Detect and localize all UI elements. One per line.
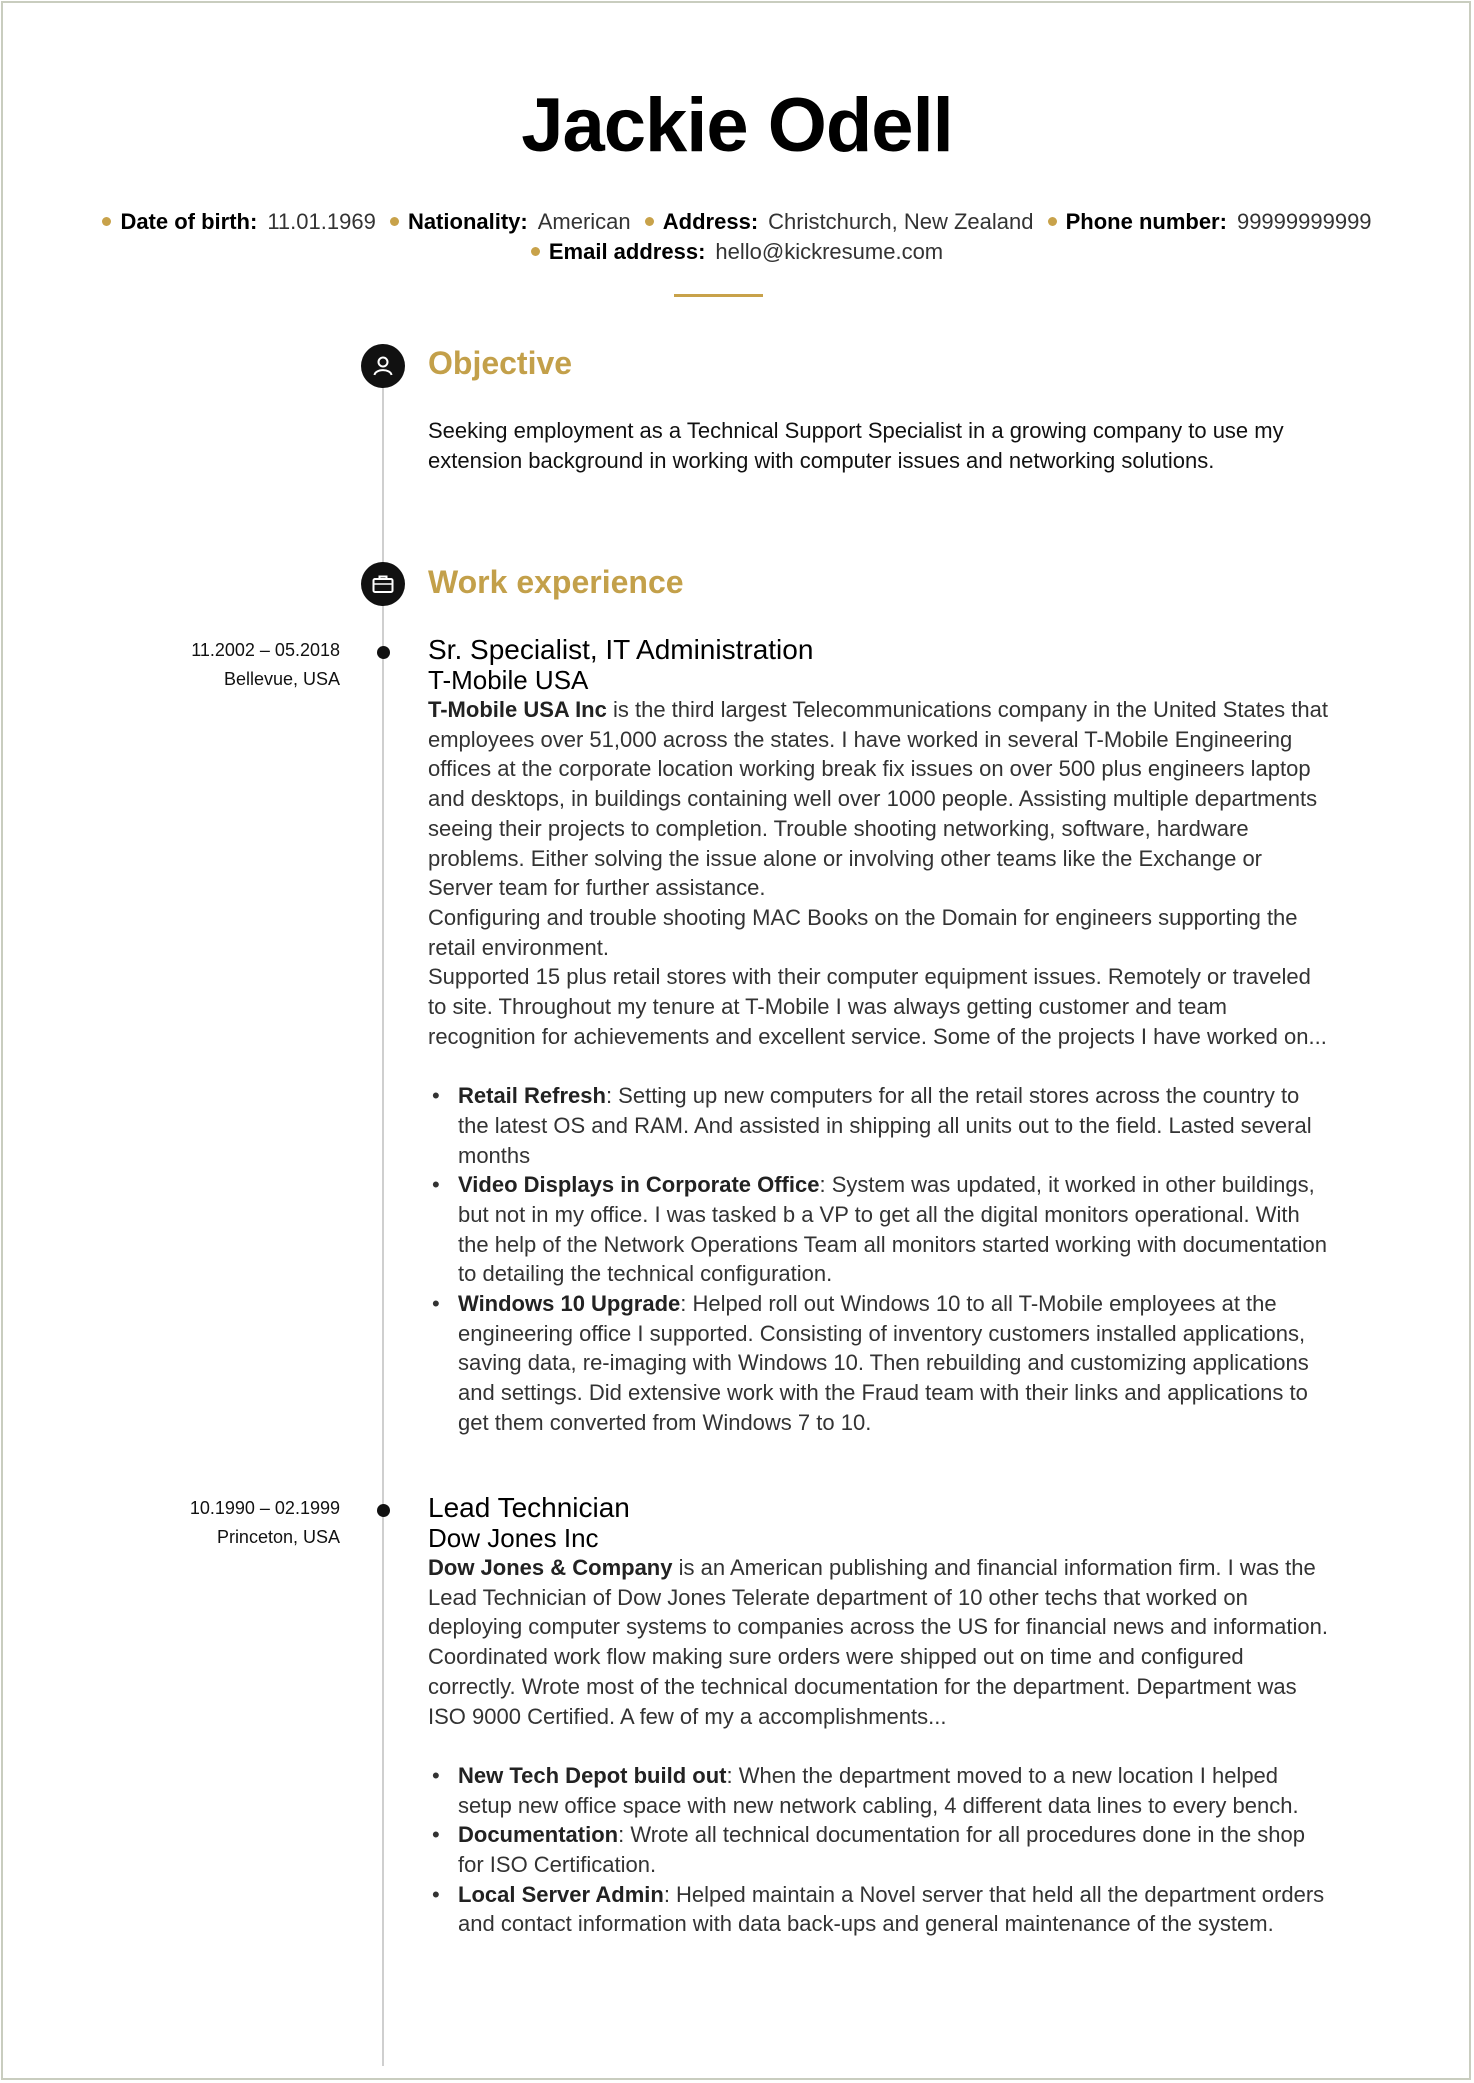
job-paragraph: Configuring and trouble shooting MAC Books on the Domain for engineers supporting the retail environment. <box>428 904 1298 960</box>
company-name-bold: Dow Jones & Company <box>428 1555 673 1580</box>
bullet-dot-icon <box>1048 217 1057 226</box>
job-company: Dow Jones Inc <box>428 1523 599 1553</box>
achievement-text: : Wrote all technical documentation for all procedures done in the shop for ISO Certification. <box>458 1822 1306 1878</box>
bullet-dot-icon <box>390 217 399 226</box>
job-dates: 11.2002 – 05.2018 <box>191 640 340 660</box>
list-item <box>428 1761 1328 1820</box>
objective-heading: Objective <box>428 345 573 381</box>
contact-address-value: Christchurch, New Zealand <box>768 209 1034 234</box>
contact-dob <box>102 209 375 235</box>
achievement-title: New Tech Depot build out <box>458 1762 727 1788</box>
achievement-text: : When the department moved to a new location I helped setup new office space with new network cabling, 4 different data lines to every bench. <box>458 1762 1299 1818</box>
contact-dob-label: Date of birth: <box>120 209 258 234</box>
contact-phone <box>1048 209 1372 235</box>
job-description <box>428 1553 1328 1939</box>
contact-nationality-value: American <box>537 209 631 234</box>
contact-nationality-label: Nationality: <box>407 209 528 234</box>
achievement-title: Local Server Admin <box>458 1881 664 1907</box>
list-item <box>428 1081 1328 1170</box>
contact-row <box>0 209 1474 235</box>
contact-address <box>645 209 1034 235</box>
work-experience-heading: Work experience <box>428 564 684 600</box>
achievement-title: Documentation <box>458 1822 619 1848</box>
company-name-bold: T-Mobile USA Inc <box>428 697 607 722</box>
timeline-dot-icon <box>377 646 390 659</box>
job-location: Princeton, USA <box>216 1527 340 1547</box>
contact-email <box>531 239 943 265</box>
objective-line: extension background in working with computer issues and networking solutions. <box>428 447 1215 473</box>
timeline-line <box>382 366 384 2066</box>
job-intro-text: is the third largest Telecommunications company in the United States that employees over 51,000 across the states. I have worked in several T-Mobile Engineering offices at the corporate location working break fix issues on over 500 plus engineers laptop and desktops, in buildings containing well over 1000 people. Assisting multiple departments seeing their projects to completion. Trouble shooting networking, software, hardware problems. Either solving the issue alone or involving other teams like the Exchange or Server team for further assistance. <box>428 697 1328 901</box>
job-intro-text: is an American publishing and financial information firm. I was the Lead Technician of Dow Jones Telerate department of 10 other techs that worked on deploying computer systems to companies across the US for financial news and information. Coordinated work flow making sure orders were shipped out on time and configured correctly. Wrote most of the technical documentation for the department. Department was ISO 9000 Certified. A few of my a accomplishments... <box>428 1555 1328 1729</box>
achievement-title: Windows 10 Upgrade <box>458 1291 681 1317</box>
job-intro <box>428 695 1328 903</box>
list-item <box>428 1170 1328 1289</box>
achievements-list <box>428 1081 1328 1437</box>
bullet-dot-icon <box>531 247 540 256</box>
candidate-name: Jackie Odell <box>521 83 953 168</box>
contact-email-label: Email address: <box>548 239 706 264</box>
job-title: Sr. Specialist, IT Administration <box>428 634 814 665</box>
person-icon <box>361 344 405 388</box>
list-item <box>428 1880 1328 1939</box>
job-intro <box>428 1553 1328 1731</box>
achievement-text: : Setting up new computers for all the retail stores across the country to the latest OS and RAM. And assisted in shipping all units out to the field. Lasted several months <box>458 1083 1312 1168</box>
header-divider <box>674 294 763 297</box>
achievement-title: Video Displays in Corporate Office <box>458 1172 820 1198</box>
bullet-dot-icon <box>645 217 654 226</box>
contact-address-label: Address: <box>662 209 759 234</box>
job-description <box>428 695 1328 1438</box>
achievement-title: Retail Refresh <box>458 1083 606 1109</box>
achievement-text: : Helped maintain a Novel server that held all the department orders and contact information with data back-ups and general maintenance of the system. <box>458 1881 1325 1937</box>
timeline-dot-icon <box>377 1504 390 1517</box>
contact-phone-value: 99999999999 <box>1236 209 1372 234</box>
contact-nationality <box>390 209 631 235</box>
contact-phone-label: Phone number: <box>1065 209 1227 234</box>
objective-text <box>428 416 1328 475</box>
achievements-list <box>428 1761 1328 1939</box>
bullet-dot-icon <box>102 217 111 226</box>
job-location: Bellevue, USA <box>223 669 340 689</box>
contact-row <box>0 239 1474 265</box>
list-item <box>428 1289 1328 1438</box>
briefcase-icon <box>361 562 405 606</box>
list-item <box>428 1820 1328 1879</box>
job-title: Lead Technician <box>428 1492 630 1523</box>
contact-email-value[interactable]: hello@kickresume.com <box>715 239 944 264</box>
achievement-text: : System was updated, it worked in other buildings, but not in my office. I was tasked b a VP to get all the digital monitors operational. With the help of the Network Operations Team all monitors started working with documentation to detailing the technical configuration. <box>458 1172 1328 1287</box>
job-company: T-Mobile USA <box>428 665 589 695</box>
job-paragraph: Supported 15 plus retail stores with their computer equipment issues. Remotely or traveled to site. Throughout my tenure at T-Mobile I was always getting customer and team recognition for achievements and excellent service. Some of the projects I have worked on... <box>428 964 1327 1049</box>
achievement-text: : Helped roll out Windows 10 to all T-Mobile employees at the engineering office I supported. Consisting of inventory customers installed applications, saving data, re-imaging with Windows 10. Then rebuilding and customizing applications and settings. Did extensive work with the Fraud team with their links and applications to get them converted from Windows 7 to 10. <box>458 1291 1309 1435</box>
contact-dob-value: 11.01.1969 <box>267 209 376 234</box>
objective-line: Seeking employment as a Technical Support Specialist in a growing company to use my <box>428 418 1284 443</box>
job-dates: 10.1990 – 02.1999 <box>189 1498 340 1518</box>
